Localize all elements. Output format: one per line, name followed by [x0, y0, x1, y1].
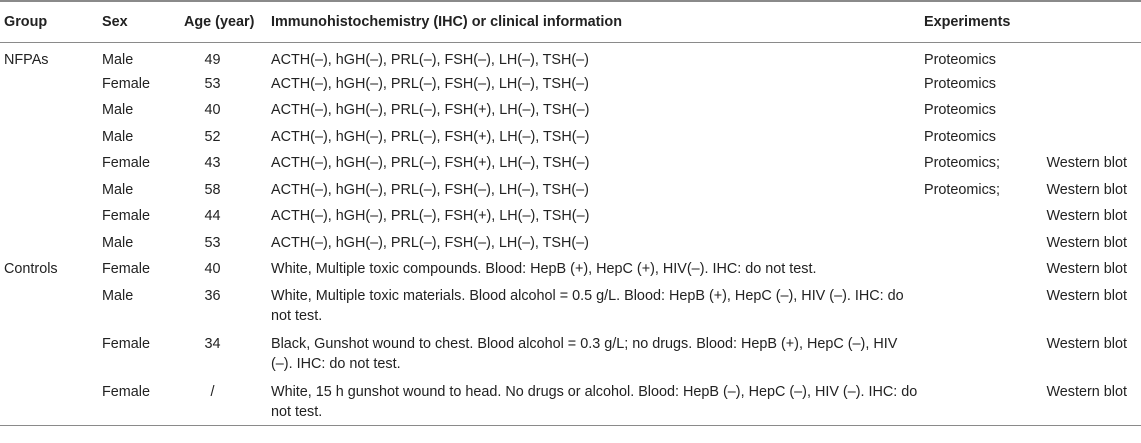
cell-experiments [920, 378, 1141, 426]
cell-experiments [920, 229, 1141, 256]
experiment-western-blot: Western blot [1046, 208, 1127, 224]
cell-experiments [920, 255, 1141, 282]
cell-info: ACTH(–), hGH(–), PRL(–), FSH(–), LH(–), TSH(–) [271, 75, 589, 92]
cell-experiments [920, 70, 1141, 97]
cell-experiments [920, 149, 1141, 176]
cell-info: White, Multiple toxic compounds. Blood: HepB (+), HepC (+), HIV(–). IHC: do not test. [271, 261, 817, 277]
cell-sex: Male [102, 287, 134, 304]
cell-group: Controls [4, 261, 58, 277]
cell-group [0, 229, 98, 256]
cell-info: ACTH(–), hGH(–), PRL(–), FSH(+), LH(–), TSH(–) [271, 102, 590, 118]
cell-info: ACTH(–), hGH(–), PRL(–), FSH(+), LH(–), TSH(–) [271, 155, 590, 171]
cell-group [0, 330, 98, 378]
experiment-western-blot: Western blot [1046, 287, 1127, 304]
cell-group [0, 123, 98, 150]
experiment-proteomics: Proteomics [924, 128, 996, 145]
cell-experiments [920, 330, 1141, 378]
experiment-western-blot: Western blot [1046, 383, 1127, 400]
cell-age: 49 [204, 51, 221, 68]
table-row [0, 176, 1141, 203]
header-info: Immunohistochemistry (IHC) or clinical information [267, 1, 920, 42]
table-row [0, 255, 1141, 282]
cell-age: 58 [204, 181, 221, 198]
table-row [0, 96, 1141, 123]
cell-age: 44 [204, 208, 221, 224]
cell-age: / [180, 378, 267, 426]
table-row [0, 42, 1141, 70]
experiment-western-blot: Western blot [1046, 234, 1127, 251]
cell-sex: Female [102, 261, 150, 277]
header-group: Group [0, 1, 98, 42]
table-row [0, 378, 1141, 426]
experiment-western-blot: Western blot [1046, 261, 1127, 277]
cell-info: ACTH(–), hGH(–), PRL(–), FSH(–), LH(–), TSH(–) [271, 51, 589, 68]
cell-info: ACTH(–), hGH(–), PRL(–), FSH(+), LH(–), TSH(–) [271, 128, 590, 145]
cell-sex: Female [102, 155, 150, 171]
cell-info: ACTH(–), hGH(–), PRL(–), FSH(–), LH(–), TSH(–) [271, 181, 589, 198]
table-row [0, 330, 1141, 378]
header-sex: Sex [98, 1, 180, 42]
table-row [0, 149, 1141, 176]
header-row [0, 1, 1141, 42]
cell-sex: Male [102, 51, 134, 68]
cell-info: Black, Gunshot wound to chest. Blood alcohol = 0.3 g/L; no drugs. Blood: HepB (+), HepC (–), HIV (–). IHC: do not test. [271, 335, 898, 372]
cell-group [0, 202, 98, 229]
cell-group: NFPAs [4, 51, 49, 68]
cell-age: 34 [204, 335, 221, 352]
cell-age: 53 [204, 234, 221, 251]
cell-age: 43 [204, 155, 221, 171]
cell-age: 36 [204, 287, 221, 304]
cell-info: ACTH(–), hGH(–), PRL(–), FSH(+), LH(–), TSH(–) [271, 208, 590, 224]
header-experiments: Experiments [920, 1, 1141, 42]
cell-group [0, 149, 98, 176]
experiment-western-blot: Western blot [1046, 155, 1127, 171]
cell-sex: Male [102, 128, 134, 145]
cell-experiments [920, 202, 1141, 229]
experiment-proteomics: Proteomics [924, 102, 996, 118]
cell-group [0, 96, 98, 123]
experiment-proteomics: Proteomics [924, 75, 996, 92]
experiment-western-blot: Western blot [1046, 181, 1127, 198]
table-row [0, 229, 1141, 256]
cell-sex: Male [102, 181, 134, 198]
experiment-proteomics: Proteomics [924, 51, 996, 68]
cell-sex: Male [102, 102, 134, 118]
cell-group [0, 70, 98, 97]
cell-experiments [920, 123, 1141, 150]
cell-age: 52 [204, 128, 221, 145]
header-age: Age (year) [180, 1, 267, 42]
table-row [0, 282, 1141, 330]
cell-info: ACTH(–), hGH(–), PRL(–), FSH(–), LH(–), TSH(–) [271, 234, 589, 251]
experiment-western-blot: Western blot [1046, 335, 1127, 352]
cell-experiments [920, 176, 1141, 203]
cell-age: 40 [204, 261, 221, 277]
cell-age: 53 [204, 75, 221, 92]
table-row [0, 123, 1141, 150]
cell-experiments [920, 282, 1141, 330]
cell-experiments [920, 42, 1141, 70]
cell-info: White, 15 h gunshot wound to head. No drugs or alcohol. Blood: HepB (–), HepC (–), HIV (–). IHC: do not test. [267, 378, 920, 426]
table-row [0, 70, 1141, 97]
table-row [0, 202, 1141, 229]
cell-sex: Female [102, 75, 150, 92]
cell-info: White, Multiple toxic materials. Blood alcohol = 0.5 g/L. Blood: HepB (+), HepC (–), HIV (–). IHC: do not test. [271, 287, 904, 324]
cell-sex: Female [102, 208, 150, 224]
experiment-proteomics: Proteomics; [924, 155, 1000, 171]
cell-experiments [920, 96, 1141, 123]
cell-group [0, 282, 98, 330]
cell-sex: Male [102, 234, 134, 251]
experiment-proteomics: Proteomics; [924, 181, 1000, 198]
cell-group [0, 176, 98, 203]
cell-sex: Female [102, 335, 150, 352]
cell-group [0, 378, 98, 426]
cell-sex: Female [98, 378, 180, 426]
cell-age: 40 [204, 102, 221, 118]
